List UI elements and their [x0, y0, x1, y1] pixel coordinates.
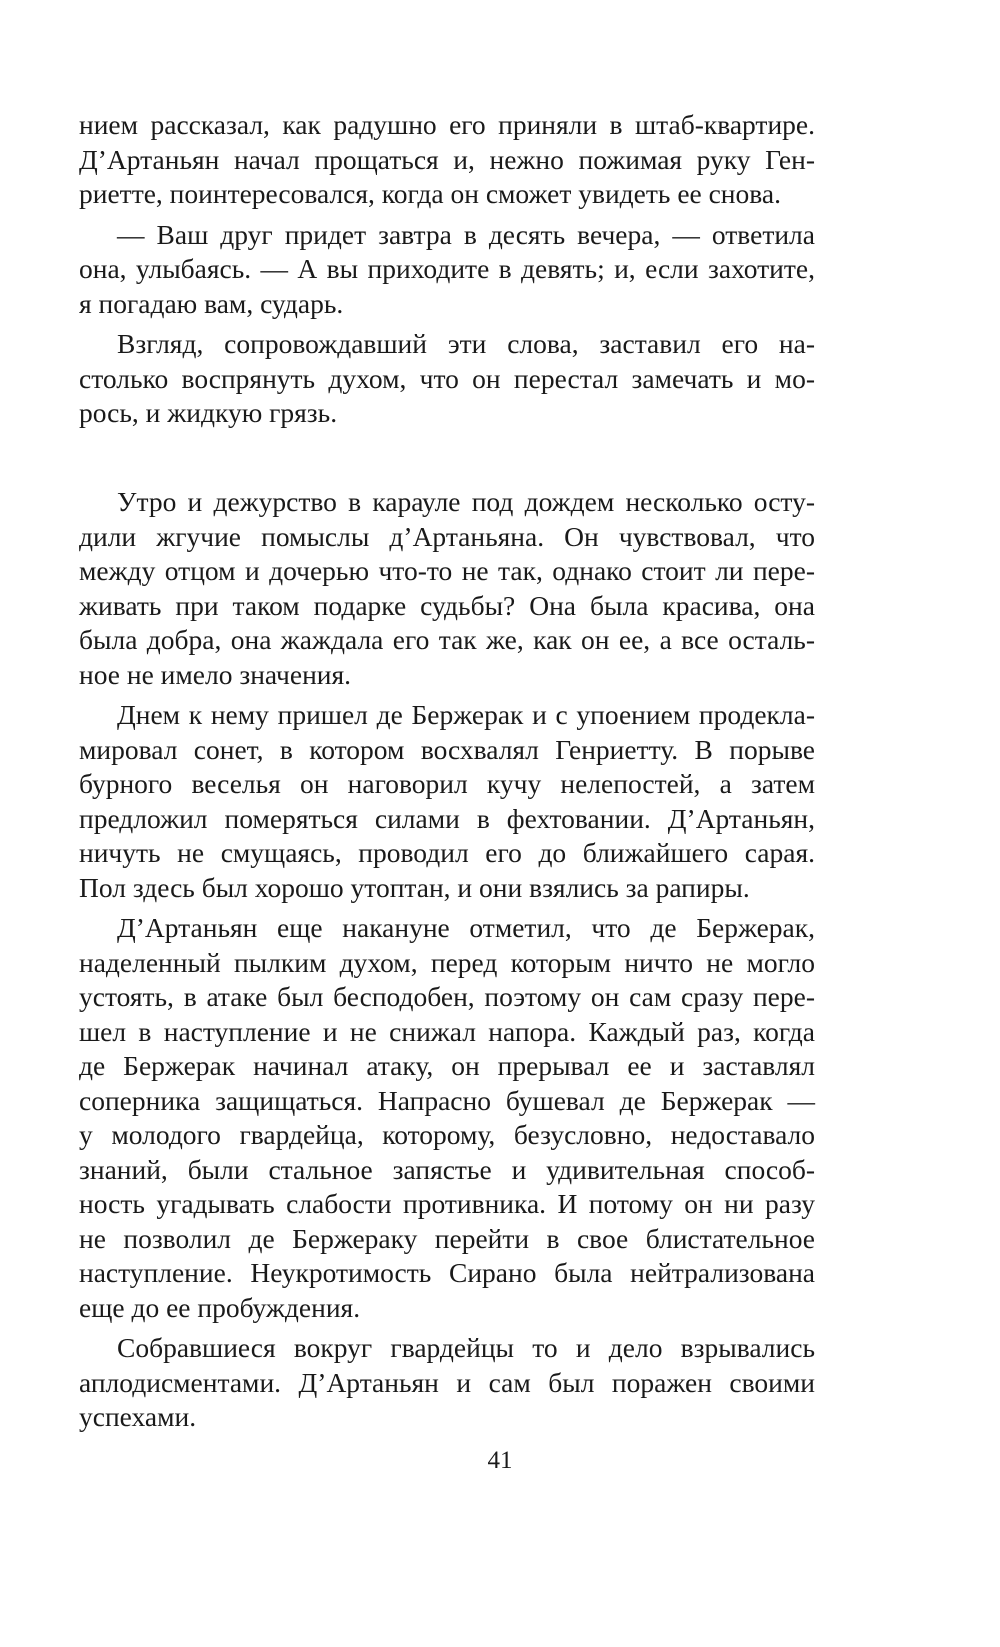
text-line: шел в наступление и не снижал напора. Каждый раз, когда	[79, 1015, 815, 1047]
text-line: живать при таком подарке судьбы? Она была красива, она	[79, 589, 815, 621]
text-line: еще до ее пробуждения.	[79, 1291, 361, 1323]
text-line: столько воспрянуть духом, что он перестал замечать и мо-	[79, 362, 815, 394]
text-line: была добра, она жаждала его так же, как он ее, а все осталь-	[79, 624, 815, 655]
paragraph	[79, 1331, 815, 1435]
text-line: знаний, были стальное запястье и удивительная способ-	[79, 1153, 815, 1185]
text-line: рось, и жидкую грязь.	[79, 397, 338, 428]
text-line: нием рассказал, как радушно его приняли в штаб-квартире.	[79, 109, 815, 140]
text-line: успехами.	[79, 1401, 197, 1432]
text-line: у молодого гвардейца, которому, безусловно, недоставало	[79, 1119, 815, 1150]
text-line: Днем к нему пришел де Бержерак и с упоением продекла-	[117, 699, 815, 730]
text-line: мировал сонет, в котором восхвалял Генриетту. В порыве	[79, 733, 815, 765]
text-line: ничуть не смущаясь, проводил его до ближайшего сарая.	[79, 837, 815, 868]
text-line: наделенный пылким духом, перед которым ничто не могло	[79, 946, 815, 978]
paragraph	[79, 327, 815, 431]
paragraph	[79, 218, 815, 322]
paragraph	[79, 108, 815, 212]
text-line: наступление. Неукротимость Сирано была нейтрализована	[79, 1257, 815, 1288]
text-line: ность угадывать слабости противника. И потому он ни разу	[79, 1188, 815, 1219]
page-number: 41	[487, 1447, 513, 1474]
text-line: Собравшиеся вокруг гвардейцы то и дело взрывались	[117, 1332, 815, 1363]
text-line: Утро и дежурство в карауле под дождем несколько осту-	[117, 486, 815, 517]
text-line: устоять, в атаке был бесподобен, поэтому он сам сразу пере-	[79, 981, 815, 1012]
text-line: не позволил де Бержераку перейти в свое блистательное	[79, 1222, 815, 1254]
text-line: риетте, поинтересовался, когда он сможет увидеть ее снова.	[79, 178, 781, 209]
text-line: ное не имело значения.	[79, 658, 352, 690]
paragraph	[79, 911, 815, 1325]
text-line: аплодисментами. Д’Артаньян и сам был поражен своими	[79, 1366, 815, 1398]
section-two	[79, 485, 815, 1435]
text-line: предложил померяться силами в фехтовании. Д’Артаньян,	[79, 802, 815, 834]
text-line: между отцом и дочерью что-то не так, однако стоит ли пере-	[79, 555, 815, 586]
text-line: она, улыбаясь. — А вы приходите в девять; и, если захотите,	[79, 253, 815, 284]
text-line: Д’Артаньян еще накануне отметил, что де Бержерак,	[117, 912, 815, 943]
text-line: Пол здесь был хорошо утоптан, и они взялись за рапиры.	[79, 871, 750, 903]
text-line: Д’Артаньян начал прощаться и, нежно пожимая руку Ген-	[79, 143, 815, 175]
text-line: бурного веселья он наговорил кучу нелепостей, а затем	[79, 768, 815, 799]
text-line: я погадаю вам, сударь.	[79, 287, 344, 319]
paragraph	[79, 485, 815, 692]
text-line: де Бержерак начинал атаку, он прерывал ее и заставлял	[79, 1050, 815, 1081]
paragraph	[79, 698, 815, 905]
text-line: Взгляд, сопровождавший эти слова, заставил его на-	[117, 328, 815, 359]
text-line: дили жгучие помыслы д’Артаньяна. Он чувствовал, что	[79, 520, 815, 552]
section-one	[79, 108, 815, 431]
text-line: — Ваш друг придет завтра в десять вечера, — ответила	[117, 218, 815, 250]
text-line: соперника защищаться. Напрасно бушевал де Бержерак —	[79, 1084, 815, 1116]
